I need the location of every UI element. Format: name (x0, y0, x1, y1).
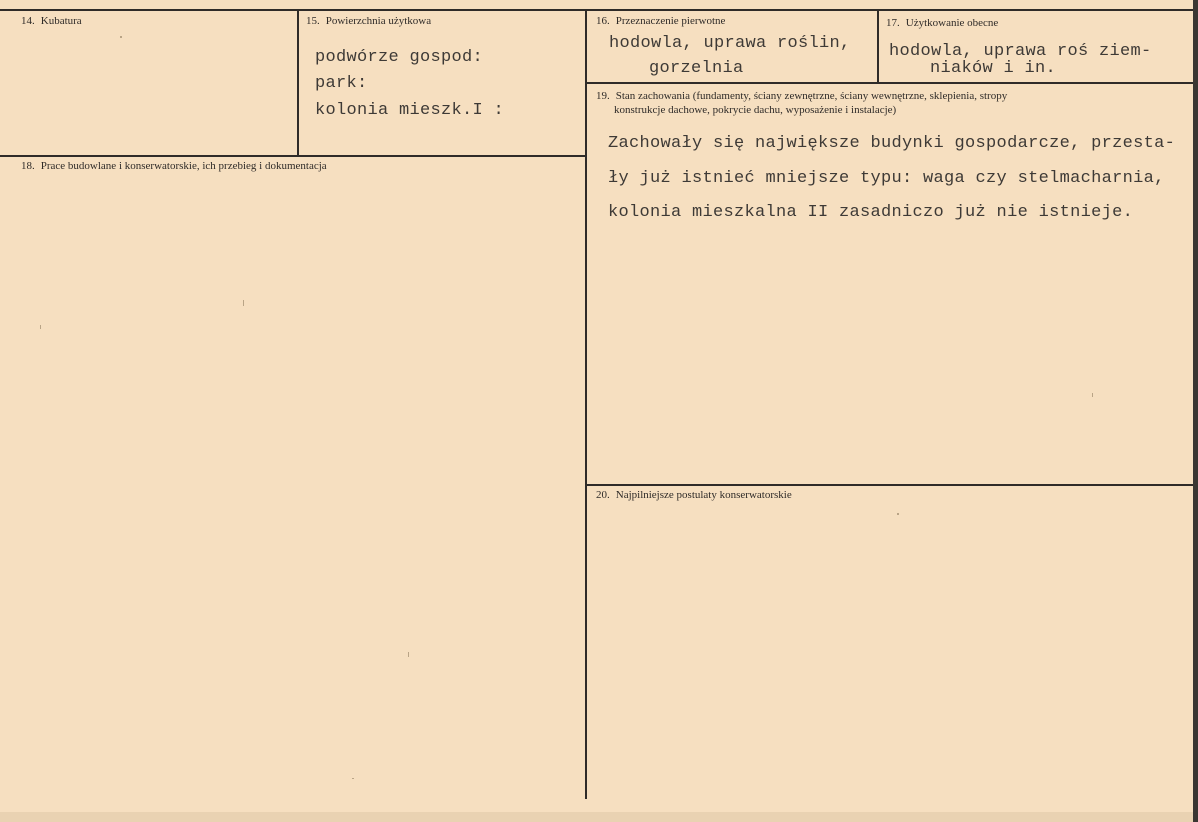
paper-speck (352, 778, 354, 779)
field-20-label: 20. Najpilniejsze postulaty konserwatorskie (596, 489, 792, 501)
field-16-line-1: hodowla, uprawa roślin, (609, 34, 851, 53)
field-18-label: 18. Prace budowlane i konserwatorskie, ich przebieg i dokumentacja (21, 160, 327, 172)
field-15-line-3: kolonia mieszk.I : (315, 101, 505, 120)
field-16-line-2: gorzelnia (649, 59, 744, 78)
field-15-label: 15. Powierzchnia użytkowa (306, 15, 432, 27)
top-border-line (0, 9, 1198, 11)
field-19-line-2: ły już istnieć mniejsze typu: waga czy stelmacharnia, (608, 169, 1165, 188)
paper-speck (408, 652, 409, 657)
divider-14-15 (297, 9, 299, 155)
paper-speck (897, 513, 899, 515)
field-15-line-1: podwórze gospod: (315, 48, 484, 67)
scan-right-edge (1193, 0, 1198, 822)
paper-speck (1092, 393, 1093, 397)
field-17-line-2: niaków i in. (930, 59, 1057, 78)
divider-row1-left (0, 155, 586, 157)
field-17-label: 17. Użytkowanie obecne (886, 17, 999, 29)
divider-16-17 (877, 9, 879, 82)
field-19-line-1: Zachowały się największe budynki gospodarcze, przesta- (608, 134, 1176, 153)
field-19-line-3: kolonia mieszkalna II zasadniczo już nie istnieje. (608, 203, 1134, 222)
paper-speck (40, 325, 41, 329)
paper-speck (243, 300, 244, 306)
field-19-label-cont: konstrukcje dachowe, pokrycie dachu, wyposażenie i instalacje) (614, 104, 897, 116)
divider-row1-right (586, 82, 1193, 84)
field-19-label: 19. Stan zachowania (fundamenty, ściany zewnętrzne, ściany wewnętrzne, sklepienia, stropy (596, 90, 1008, 102)
field-15-line-2: park: (315, 74, 368, 93)
paper-speck (120, 36, 122, 38)
paper-bottom-edge (0, 812, 1198, 822)
divider-19-20 (586, 484, 1193, 486)
field-17-line-1: hodowla, uprawa roś ziem- (889, 42, 1152, 61)
field-14-label: 14. Kubatura (21, 15, 82, 27)
field-16-label: 16. Przeznaczenie pierwotne (596, 15, 726, 27)
divider-main-vertical (585, 9, 587, 799)
